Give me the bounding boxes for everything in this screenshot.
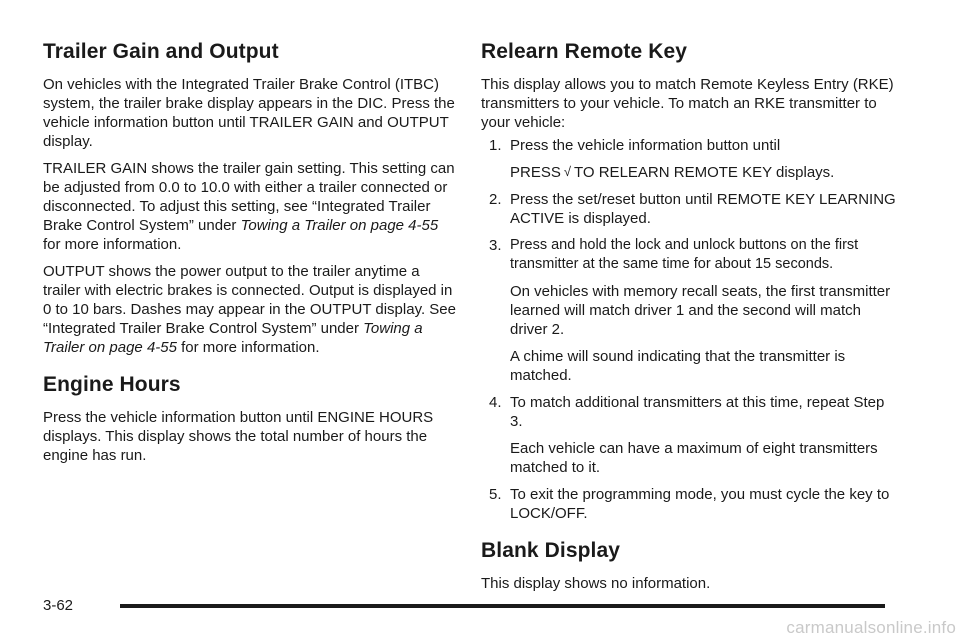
step-continuation [510, 163, 901, 182]
step-text: Press and hold the lock and unlock buttons on the first transmitter at the same time for about 15 seconds. [510, 237, 859, 272]
right-column [481, 40, 901, 601]
relearn-remote-key-section [481, 40, 901, 523]
step-text: PRESS [510, 164, 561, 181]
footer-rule [120, 604, 885, 608]
paragraph [43, 262, 458, 357]
step-text: Press the set/reset button until REMOTE KEY LEARNING ACTIVE is displayed. [510, 191, 896, 227]
engine-hours-section [43, 373, 458, 465]
step-number: 4. [489, 394, 502, 411]
page-reference-link[interactable]: Towing a Trailer on page 4-55 [240, 217, 439, 234]
step-text: Press the vehicle information button until [510, 137, 781, 154]
list-item [481, 236, 901, 385]
step-text: TO RELEARN REMOTE KEY displays. [574, 164, 835, 181]
paragraph-text: for more information. [176, 339, 320, 356]
paragraph: Press the vehicle information button until ENGINE HOURS displays. This display shows the total number of hours the engine has run. [43, 409, 434, 464]
step-number: 5. [489, 486, 502, 503]
left-column [43, 40, 458, 473]
list-item [481, 190, 901, 228]
section-heading: Blank Display [481, 539, 621, 562]
list-item [481, 136, 901, 182]
step-number: 3. [489, 237, 502, 254]
paragraph-text: TRAILER GAIN shows the trailer gain setting. This setting can be adjusted from 0.0 to 10.0 with either a trailer connected or disconnected. To adjust this setting, see “Integrated Trailer Brake Control System” under [43, 160, 455, 234]
paragraph [43, 159, 458, 254]
step-note: A chime will sound indicating that the transmitter is matched. [510, 348, 846, 384]
section-heading: Engine Hours [43, 373, 181, 396]
paragraph: This display allows you to match Remote Keyless Entry (RKE) transmitters to your vehicle. To match an RKE transmitter to your vehicle: [481, 76, 894, 131]
steps-list [481, 136, 901, 523]
page-number: 3-62 [43, 597, 74, 614]
list-item [481, 485, 901, 523]
watermark: carmanualsonline.info [786, 618, 956, 637]
section-heading: Relearn Remote Key [481, 40, 688, 63]
step-text: To match additional transmitters at this time, repeat Step 3. [510, 394, 885, 430]
check-icon: √ [563, 164, 571, 179]
step-number: 2. [489, 191, 502, 208]
step-note: Each vehicle can have a maximum of eight transmitters matched to it. [510, 440, 878, 476]
step-number: 1. [489, 137, 502, 154]
step-note: On vehicles with memory recall seats, the first transmitter learned will match driver 1 and the second will match driver 2. [510, 283, 891, 338]
paragraph-text: for more information. [43, 236, 182, 253]
paragraph: This display shows no information. [481, 575, 711, 592]
page-reference-link[interactable]: Towing a Trailer on page 4-55 [43, 320, 423, 356]
blank-display-section [481, 539, 901, 593]
list-item [481, 393, 901, 477]
paragraph-text: OUTPUT shows the power output to the trailer anytime a trailer with electric brakes is connected. Output is displayed in 0 to 10 bars. Dashes may appear in the OUTPUT display. See “Integrated Trailer Brake Control System” under [43, 263, 456, 337]
trailer-gain-section [43, 40, 458, 357]
step-text: To exit the programming mode, you must cycle the key to LOCK/OFF. [510, 486, 890, 522]
section-heading: Trailer Gain and Output [43, 40, 279, 63]
paragraph: On vehicles with the Integrated Trailer Brake Control (ITBC) system, the trailer brake display appears in the DIC. Press the vehicle information button until TRAILER GAIN and OUTPUT display. [43, 76, 455, 150]
